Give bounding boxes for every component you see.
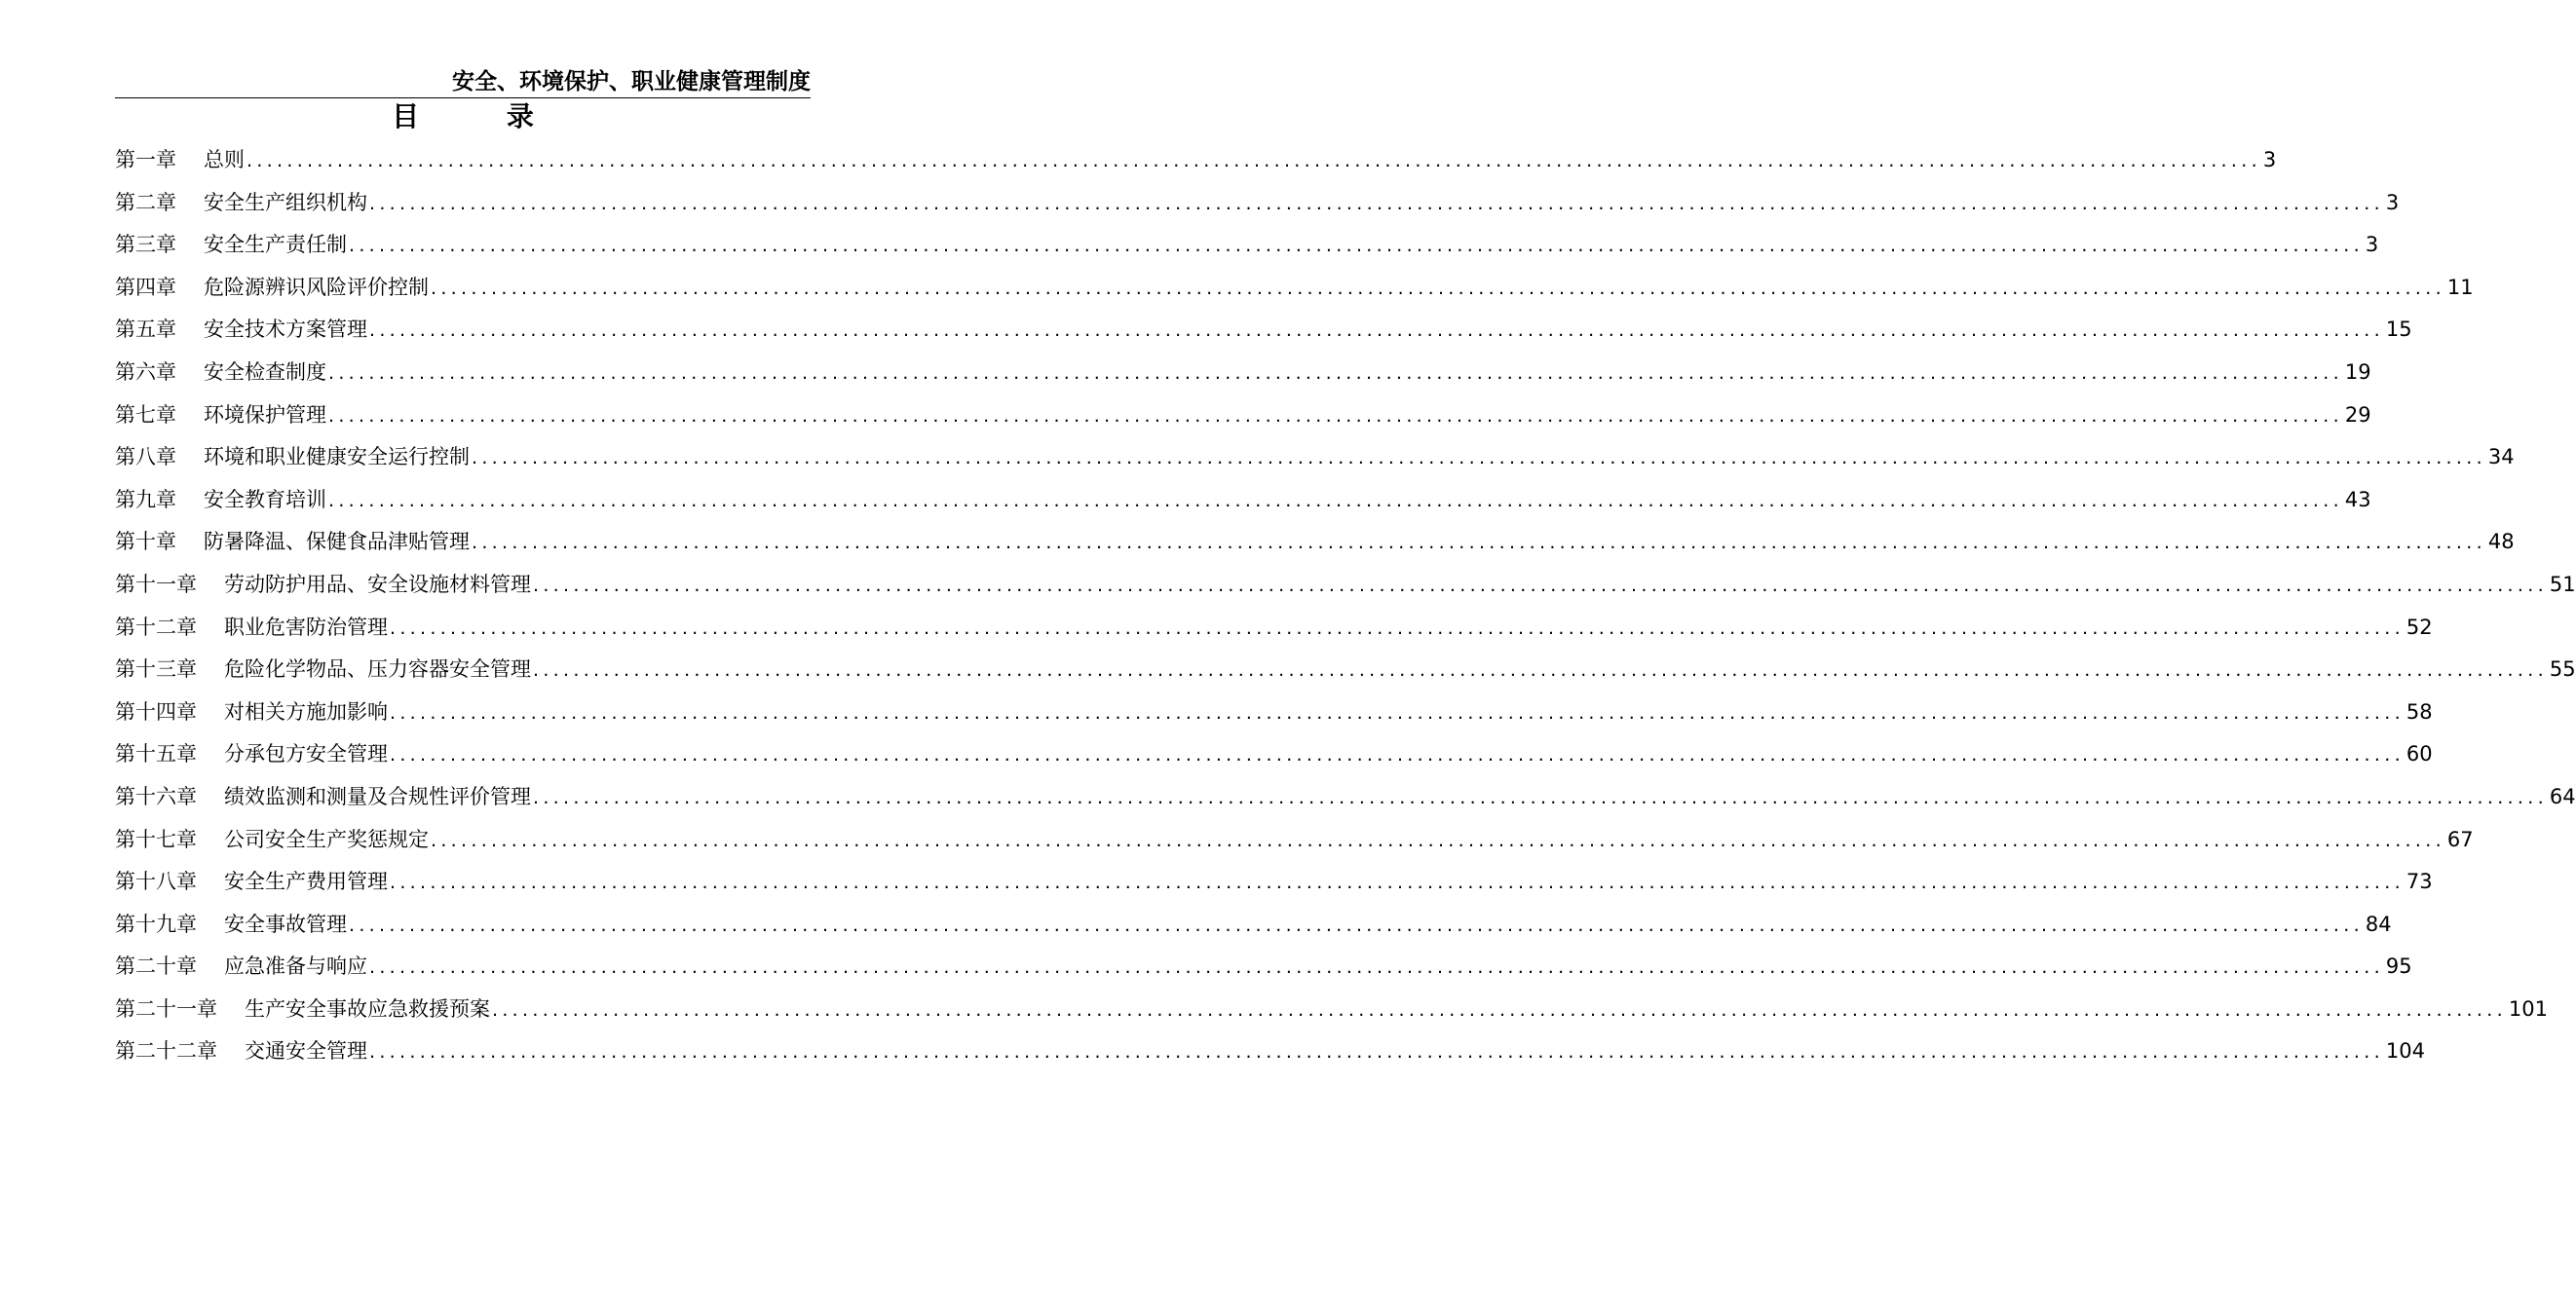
toc-chapter-title: 应急准备与响应 [224, 954, 367, 979]
toc-chapter-number: 第十一章 [115, 572, 197, 596]
toc-entry[interactable] [115, 864, 2433, 907]
toc-page-number: 55 [2549, 657, 2576, 682]
toc-entry[interactable] [115, 736, 2433, 779]
toc-chapter-number: 第四章 [115, 275, 176, 299]
toc-page-number: 64 [2549, 784, 2576, 808]
toc-chapter-number: 第八章 [115, 445, 176, 469]
toc-chapter-title: 生产安全事故应急救援预案 [245, 996, 490, 1021]
toc-chapter-title: 绩效监测和测量及合规性评价管理 [224, 784, 531, 808]
toc-dot-leader: ........................................................................................................................................................................................................ [390, 744, 2405, 767]
toc-dot-leader: ........................................................................................................................................................................................................ [492, 998, 2507, 1021]
toc-chapter-number: 第十六章 [115, 784, 197, 808]
toc-chapter-title: 环境保护管理 [204, 402, 326, 427]
toc-entry[interactable] [115, 227, 2379, 270]
toc-page-number: 101 [2508, 996, 2549, 1021]
toc-chapter-title: 危险化学物品、压力容器安全管理 [224, 657, 531, 682]
toc-page-number: 19 [2344, 359, 2371, 384]
toc-chapter-number: 第十八章 [115, 870, 197, 894]
toc-page-number: 84 [2365, 912, 2392, 936]
toc-chapter-title: 分承包方安全管理 [224, 742, 388, 767]
toc-chapter-number: 第二章 [115, 190, 176, 214]
toc-dot-leader: ........................................................................................................................................................................................................ [369, 956, 2384, 979]
toc-chapter-title: 劳动防护用品、安全设施材料管理 [224, 572, 531, 596]
toc-chapter-number: 第十章 [115, 530, 176, 554]
toc-entry[interactable] [115, 1033, 2426, 1076]
toc-chapter-number: 第九章 [115, 487, 176, 511]
toc-dot-leader: ........................................................................................................................................................................................................ [369, 319, 2384, 342]
toc-dot-leader: ........................................................................................................................................................................................................ [431, 829, 2445, 851]
toc-chapter-number: 第二十章 [115, 954, 197, 979]
toc-page-number: 73 [2406, 870, 2433, 894]
toc-page-number: 29 [2344, 402, 2371, 427]
toc-page-number: 11 [2446, 275, 2474, 299]
toc-chapter-number: 第十三章 [115, 657, 197, 682]
running-header: 安全、环境保护、职业健康管理制度 [115, 68, 811, 98]
toc-entry[interactable] [115, 185, 2400, 228]
toc-entry[interactable] [115, 610, 2433, 653]
toc-page-number: 95 [2385, 954, 2412, 979]
toc-chapter-title: 对相关方施加影响 [224, 699, 388, 724]
toc-page-number: 43 [2344, 487, 2371, 511]
toc-page-number: 3 [2365, 233, 2379, 257]
toc-dot-leader: ........................................................................................................................................................................................................ [533, 574, 2548, 596]
toc-entry[interactable] [115, 694, 2433, 737]
toc-page-number: 104 [2385, 1039, 2426, 1064]
toc-entry[interactable] [115, 567, 2576, 610]
toc-entry[interactable] [115, 779, 2576, 822]
toc-entry[interactable] [115, 312, 2412, 355]
toc-dot-leader: ........................................................................................................................................................................................................ [472, 447, 2486, 469]
toc-dot-leader: ........................................................................................................................................................................................................ [390, 617, 2405, 639]
toc-chapter-title: 环境和职业健康安全运行控制 [204, 445, 470, 469]
toc-dot-leader: ........................................................................................................................................................................................................ [328, 489, 2343, 511]
toc-page-number: 60 [2406, 742, 2433, 767]
toc-entry[interactable] [115, 355, 2371, 397]
toc-chapter-title: 安全技术方案管理 [204, 318, 367, 342]
toc-dot-leader: ........................................................................................................................................................................................................ [369, 192, 2384, 214]
toc-chapter-title: 职业危害防治管理 [224, 615, 388, 639]
toc-title: 目 录 [392, 100, 573, 132]
toc-entry[interactable] [115, 652, 2576, 694]
toc-chapter-number: 第十二章 [115, 615, 197, 639]
table-of-contents [115, 142, 2576, 1076]
toc-chapter-number: 第三章 [115, 233, 176, 257]
toc-chapter-number: 第七章 [115, 402, 176, 427]
toc-dot-leader: ........................................................................................................................................................................................................ [533, 659, 2548, 682]
toc-dot-leader: ........................................................................................................................................................................................................ [246, 150, 2261, 171]
toc-chapter-title: 公司安全生产奖惩规定 [224, 827, 429, 851]
toc-chapter-number: 第十七章 [115, 827, 197, 851]
toc-page-number: 67 [2446, 827, 2474, 851]
toc-entry[interactable] [115, 822, 2474, 865]
toc-chapter-number: 第十四章 [115, 699, 197, 724]
toc-dot-leader: ........................................................................................................................................................................................................ [390, 872, 2405, 894]
toc-dot-leader: ........................................................................................................................................................................................................ [472, 532, 2486, 554]
toc-entry[interactable] [115, 907, 2392, 950]
toc-dot-leader: ........................................................................................................................................................................................................ [533, 786, 2548, 808]
toc-chapter-title: 安全事故管理 [224, 912, 347, 936]
toc-page-number: 3 [2385, 190, 2400, 214]
toc-page-number: 3 [2262, 148, 2277, 171]
toc-dot-leader: ........................................................................................................................................................................................................ [369, 1041, 2384, 1064]
toc-chapter-number: 第一章 [115, 148, 176, 171]
toc-dot-leader: ........................................................................................................................................................................................................ [431, 277, 2445, 299]
toc-chapter-number: 第十九章 [115, 912, 197, 936]
toc-chapter-title: 危险源辨识风险评价控制 [204, 275, 429, 299]
toc-chapter-number: 第二十一章 [115, 996, 217, 1021]
toc-chapter-number: 第五章 [115, 318, 176, 342]
toc-entry[interactable] [115, 482, 2371, 525]
toc-entry[interactable] [115, 397, 2371, 440]
toc-entry[interactable] [115, 142, 2277, 185]
toc-page-number: 52 [2406, 615, 2433, 639]
toc-entry[interactable] [115, 439, 2515, 482]
toc-chapter-title: 安全生产责任制 [204, 233, 347, 257]
toc-page-number: 15 [2385, 318, 2412, 342]
toc-chapter-title: 安全生产组织机构 [204, 190, 367, 214]
toc-chapter-number: 第十五章 [115, 742, 197, 767]
toc-entry[interactable] [115, 270, 2474, 313]
toc-chapter-number: 第六章 [115, 359, 176, 384]
toc-chapter-title: 防暑降温、保健食品津贴管理 [204, 530, 470, 554]
toc-dot-leader: ........................................................................................................................................................................................................ [390, 701, 2405, 724]
toc-dot-leader: ........................................................................................................................................................................................................ [349, 235, 2364, 257]
toc-page-number: 51 [2549, 572, 2576, 596]
toc-page-number: 48 [2487, 530, 2515, 554]
toc-chapter-title: 安全生产费用管理 [224, 870, 388, 894]
toc-chapter-title: 总则 [204, 148, 245, 171]
toc-dot-leader: ........................................................................................................................................................................................................ [328, 404, 2343, 427]
toc-chapter-number: 第二十二章 [115, 1039, 217, 1064]
toc-chapter-title: 安全教育培训 [204, 487, 326, 511]
toc-chapter-title: 安全检查制度 [204, 359, 326, 384]
toc-dot-leader: ........................................................................................................................................................................................................ [328, 361, 2343, 384]
toc-chapter-title: 交通安全管理 [245, 1039, 367, 1064]
toc-dot-leader: ........................................................................................................................................................................................................ [349, 914, 2364, 936]
toc-entry[interactable] [115, 524, 2515, 567]
toc-page-number: 34 [2487, 445, 2515, 469]
toc-entry[interactable] [115, 991, 2549, 1034]
toc-entry[interactable] [115, 949, 2412, 991]
toc-page-number: 58 [2406, 699, 2433, 724]
